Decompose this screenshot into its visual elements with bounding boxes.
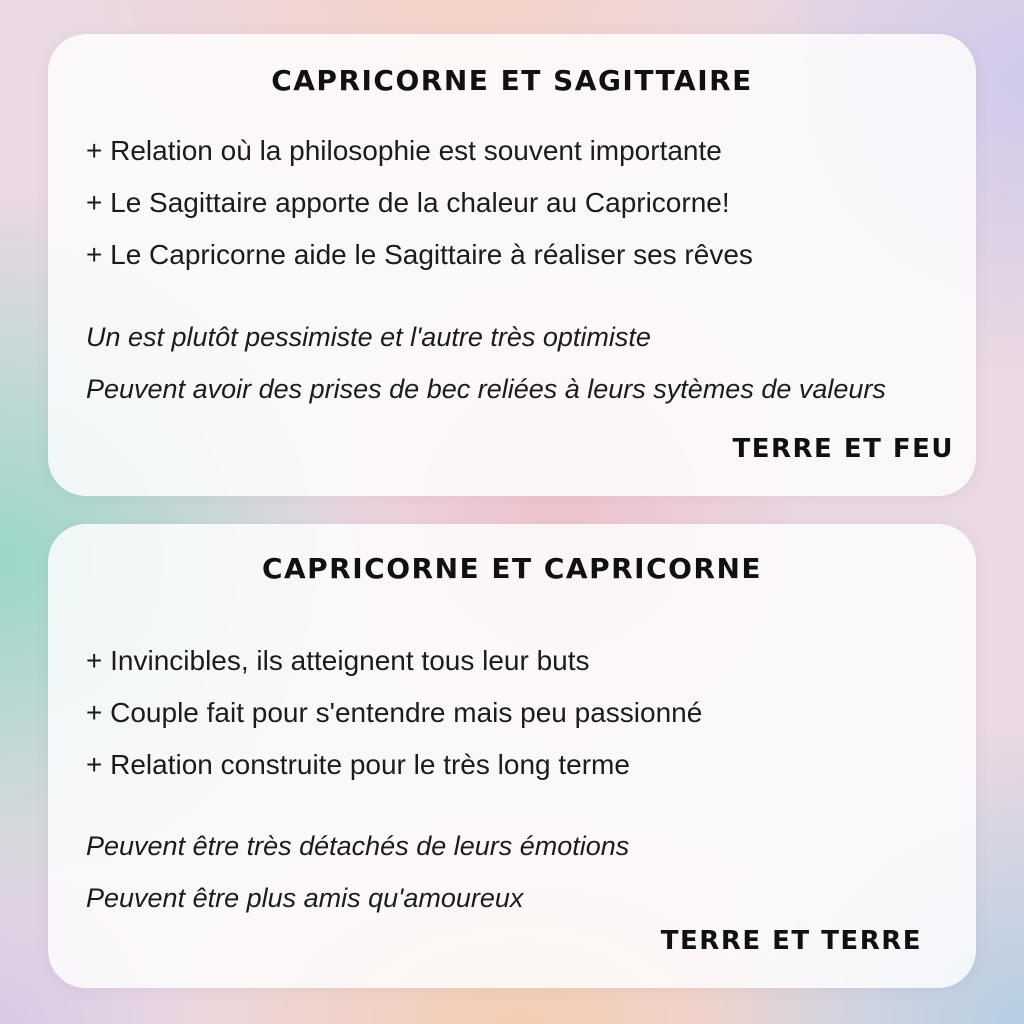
caution-notes-list bbox=[86, 820, 629, 924]
positive-point: + Le Capricorne aide le Sagittaire à réaliser ses rêves bbox=[86, 239, 753, 270]
positive-points-list bbox=[86, 635, 702, 791]
element-pairing-label: TERRE ET TERRE bbox=[660, 926, 922, 956]
compatibility-card-capricorne-capricorne bbox=[48, 524, 976, 988]
positive-point: + Couple fait pour s'entendre mais peu passionné bbox=[86, 697, 703, 728]
compatibility-card-capricorne-sagittaire bbox=[48, 34, 976, 496]
element-pairing-label: TERRE ET FEU bbox=[732, 434, 954, 464]
card-title: CAPRICORNE ET CAPRICORNE bbox=[261, 552, 763, 585]
positive-point: + Relation où la philosophie est souvent importante bbox=[86, 135, 722, 166]
caution-note: Peuvent être très détachés de leurs émotions bbox=[86, 831, 630, 861]
positive-point: + Relation construite pour le très long terme bbox=[86, 749, 630, 780]
caution-notes-list bbox=[86, 311, 886, 415]
caution-note: Peuvent avoir des prises de bec reliées à leurs sytèmes de valeurs bbox=[86, 374, 886, 404]
positive-point: + Le Sagittaire apporte de la chaleur au Capricorne! bbox=[86, 187, 730, 218]
positive-point: + Invincibles, ils atteignent tous leur buts bbox=[86, 645, 590, 676]
caution-note: Un est plutôt pessimiste et l'autre très optimiste bbox=[86, 322, 651, 352]
positive-points-list bbox=[86, 125, 753, 281]
caution-note: Peuvent être plus amis qu'amoureux bbox=[86, 883, 524, 913]
card-title: CAPRICORNE ET SAGITTAIRE bbox=[271, 64, 753, 97]
